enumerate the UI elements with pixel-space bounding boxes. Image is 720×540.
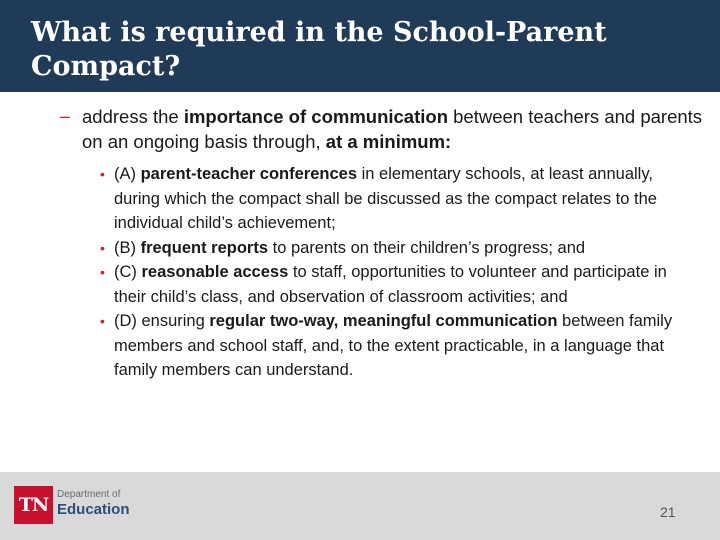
slide-content: [0, 104, 720, 383]
emphasis-text: frequent reports: [140, 238, 269, 257]
logo-education-text: Education: [57, 501, 130, 518]
sub-point-list: [0, 162, 720, 383]
sub-point-d: [100, 309, 699, 383]
body-text: (A): [114, 165, 141, 183]
footer-bar: [0, 472, 720, 540]
slide-title: What is required in the School-Parent Compact?: [31, 17, 607, 82]
main-point-text: [82, 106, 702, 152]
emphasis-text: importance of communication: [183, 106, 448, 127]
sub-point-text: [114, 165, 657, 232]
sub-point-text: [114, 239, 585, 257]
sub-point-text: [114, 263, 667, 306]
title-bar: [0, 0, 720, 92]
bullet-marker: •: [100, 264, 105, 280]
bullet-marker: •: [100, 239, 105, 256]
logo-wordmark: [57, 489, 130, 518]
logo-department-text: Department of: [57, 489, 121, 500]
bullet-marker: •: [100, 166, 105, 182]
main-point: [60, 104, 707, 154]
sub-point-a: [100, 162, 699, 236]
sub-point-c: [100, 260, 699, 309]
body-text: between teachers and parents on an ongoing basis through,: [82, 106, 703, 152]
bullet-marker: •: [100, 313, 105, 329]
body-text: between family members and school staff, and, to the extent practicable, in a language that family members can understand.: [114, 312, 673, 379]
tn-logo-mark: TN: [14, 486, 53, 524]
sub-point-text: [114, 312, 672, 379]
body-text: to staff, opportunities to volunteer and participate in their child’s class, and observation of classroom activities; and: [114, 263, 667, 306]
tn-education-logo: [14, 486, 130, 524]
body-text: (C): [114, 263, 142, 281]
body-text: to parents on their children’s progress; and: [268, 238, 586, 257]
page-number: 21: [660, 504, 676, 520]
emphasis-text: parent-teacher conferences: [140, 165, 358, 183]
emphasis-text: reasonable access: [141, 263, 289, 281]
body-text: (B): [114, 238, 141, 257]
sub-point-b: [100, 236, 699, 261]
body-text: address the: [82, 106, 184, 127]
body-text: in elementary schools, at least annually, during which the compact shall be discussed as the compact relates to the individual child’s achievement;: [114, 165, 657, 232]
emphasis-text: at a minimum:: [325, 131, 452, 152]
body-text: (D) ensuring: [114, 312, 210, 330]
emphasis-text: regular two-way, meaningful communication: [209, 312, 558, 330]
dash-marker: –: [60, 106, 71, 126]
